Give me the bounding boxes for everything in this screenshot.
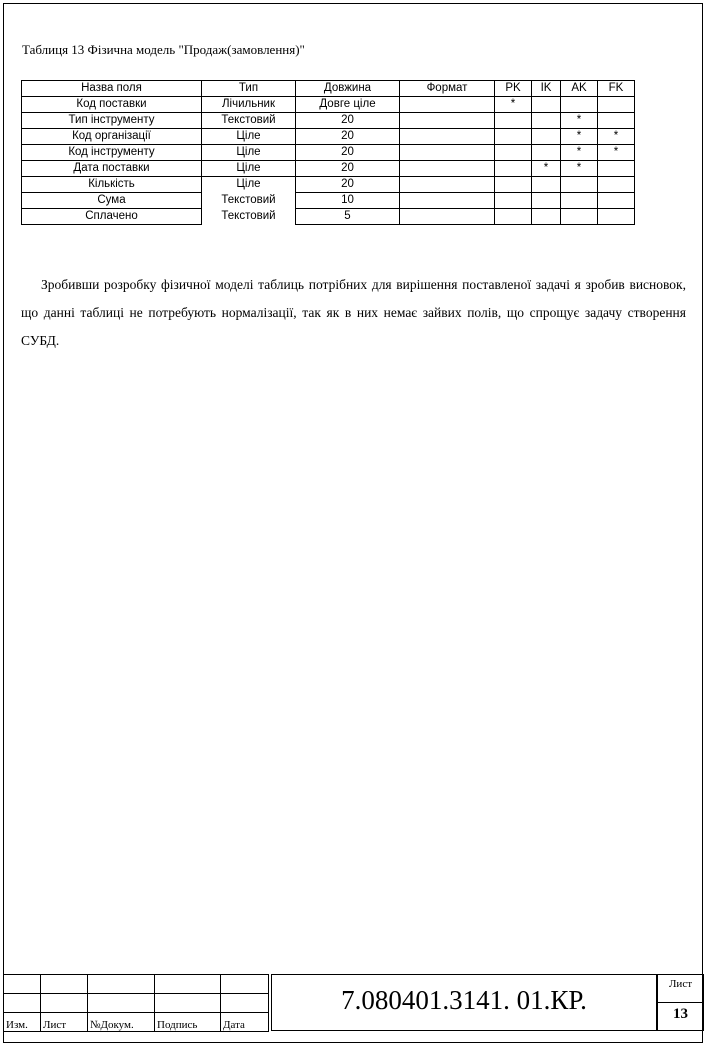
cell-ak: * — [561, 145, 598, 161]
cell-pk — [495, 113, 532, 129]
cell-pk — [495, 209, 532, 225]
cell-fk — [598, 161, 635, 177]
label-sheet: Лист — [41, 1013, 88, 1032]
cell-field-name: Сума — [22, 193, 202, 209]
cell-ik — [532, 209, 561, 225]
table-row — [22, 193, 635, 209]
cell-type: Ціле — [202, 145, 296, 161]
table-row — [22, 129, 635, 145]
sheet-divider — [658, 1002, 703, 1003]
table-row — [22, 97, 635, 113]
cell-length: 20 — [296, 161, 400, 177]
cell-fk — [598, 97, 635, 113]
cell-format — [400, 193, 495, 209]
cell-type: Лічильник — [202, 97, 296, 113]
sheet-box — [657, 974, 704, 1031]
header-field-name: Назва поля — [22, 81, 202, 97]
cell-format — [400, 177, 495, 193]
cell-length: Довге ціле — [296, 97, 400, 113]
cell-ik — [532, 177, 561, 193]
cell-length: 20 — [296, 145, 400, 161]
cell-format — [400, 209, 495, 225]
cell-ik — [532, 129, 561, 145]
cell-field-name: Код організації — [22, 129, 202, 145]
cell-field-name: Сплачено — [22, 209, 202, 225]
physical-model-table — [21, 80, 635, 225]
cell-ak — [561, 209, 598, 225]
cell-format — [400, 129, 495, 145]
table-header-row — [22, 81, 635, 97]
header-fk: FK — [598, 81, 635, 97]
header-ak: AK — [561, 81, 598, 97]
cell-fk: * — [598, 129, 635, 145]
cell-ik — [532, 97, 561, 113]
header-ik: IK — [532, 81, 561, 97]
table-row — [22, 209, 635, 225]
label-doc-number: №Докум. — [88, 1013, 155, 1032]
cell-fk — [598, 177, 635, 193]
cell-ak — [561, 193, 598, 209]
cell-type: Ціле — [202, 161, 296, 177]
cell-format — [400, 161, 495, 177]
label-signature: Подпись — [155, 1013, 221, 1032]
cell-ik — [532, 145, 561, 161]
table-caption: Таблиця 13 Фізична модель "Продаж(замовлення)" — [22, 42, 305, 57]
cell-field-name: Кількість — [22, 177, 202, 193]
cell-fk — [598, 113, 635, 129]
header-format: Формат — [400, 81, 495, 97]
header-type: Тип — [202, 81, 296, 97]
cell-format — [400, 145, 495, 161]
cell-ik — [532, 193, 561, 209]
cell-pk — [495, 161, 532, 177]
cell-ik — [532, 113, 561, 129]
table-row — [22, 177, 635, 193]
title-block — [3, 974, 703, 1032]
cell-field-name: Код інструменту — [22, 145, 202, 161]
cell-field-name: Дата поставки — [22, 161, 202, 177]
cell-type: Ціле — [202, 177, 296, 193]
cell-fk: * — [598, 145, 635, 161]
label-date: Дата — [221, 1013, 269, 1032]
cell-pk: * — [495, 97, 532, 113]
cell-format — [400, 97, 495, 113]
cell-ak — [561, 97, 598, 113]
cell-length: 20 — [296, 113, 400, 129]
cell-pk — [495, 177, 532, 193]
cell-length: 10 — [296, 193, 400, 209]
cell-length: 20 — [296, 129, 400, 145]
cell-pk — [495, 129, 532, 145]
cell-pk — [495, 145, 532, 161]
body-paragraph: Зробивши розробку фізичної моделі таблиць потрібних для вирішення поставленої задачі я зробив висновок, що данні таблиці не потребують нормалізації, так як в них немає зайвих полів, що спрощує задачу створення СУБД. — [21, 277, 686, 348]
cell-ak: * — [561, 161, 598, 177]
cell-length: 20 — [296, 177, 400, 193]
cell-ak: * — [561, 113, 598, 129]
cell-format — [400, 113, 495, 129]
cell-field-name: Код поставки — [22, 97, 202, 113]
cell-ak: * — [561, 129, 598, 145]
cell-type: Текстовий — [202, 113, 296, 129]
document-number: 7.080401.3141. 01.КР. — [271, 974, 657, 1031]
table-row — [22, 161, 635, 177]
sheet-number: 13 — [673, 1006, 688, 1022]
header-length: Довжина — [296, 81, 400, 97]
table-row — [22, 113, 635, 129]
header-pk: PK — [495, 81, 532, 97]
cell-type: Текстовий — [202, 209, 296, 225]
cell-fk — [598, 209, 635, 225]
label-change: Изм. — [4, 1013, 41, 1032]
cell-type: Ціле — [202, 129, 296, 145]
cell-pk — [495, 193, 532, 209]
sheet-label: Лист — [668, 978, 693, 990]
cell-type: Текстовий — [202, 193, 296, 209]
revision-grid — [3, 974, 269, 1032]
cell-fk — [598, 193, 635, 209]
cell-ik: * — [532, 161, 561, 177]
cell-length: 5 — [296, 209, 400, 225]
table-row — [22, 145, 635, 161]
cell-field-name: Тип інструменту — [22, 113, 202, 129]
cell-ak — [561, 177, 598, 193]
